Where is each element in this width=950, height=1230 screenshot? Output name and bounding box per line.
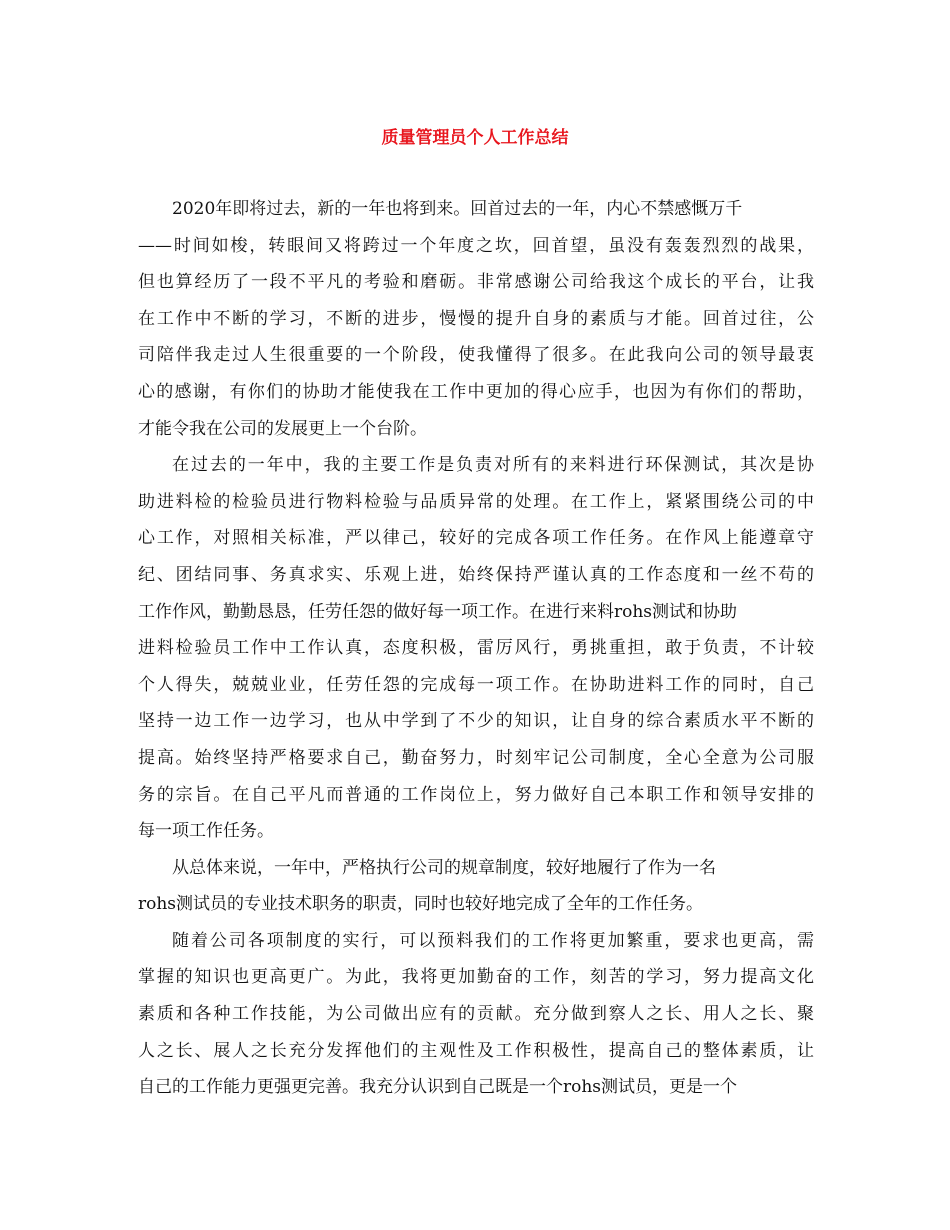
body-line: 随着公司各项制度的实行，可以预料我们的工作将更加繁重，要求也更高，需 (172, 930, 814, 951)
body-line: 2020年即将过去，新的一年也将到来。回首过去的一年，内心不禁感慨万千 (172, 199, 743, 219)
body-line: 务的宗旨。在自己平凡而普通的工作岗位上，努力做好自己本职工作和领导安排的 (138, 784, 814, 805)
body-line: 才能令我在公司的发展更上一个台阶。 (138, 418, 427, 439)
body-line: 坚持一边工作一边学习，也从中学到了不少的知识，让自身的综合素质水平不断的 (138, 711, 814, 732)
body-line: 心工作，对照相关标准，严以律己，较好的完成各项工作任务。在作风上能遵章守 (138, 528, 814, 549)
body-line: 自己的工作能力更强更完善。我充分认识到自己既是一个rohs测试员，更是一个 (138, 1077, 738, 1098)
body-line: 提高。始终坚持严格要求自己，勤奋努力，时刻牢记公司制度，全心全意为公司服 (138, 747, 814, 768)
body-line: 工作作风，勤勤恳恳，任劳任怨的做好每一项工作。在进行来料rohs测试和协助 (138, 601, 738, 622)
body-line: 个人得失，兢兢业业，任劳任怨的完成每一项工作。在协助进料工作的同时，自己 (138, 674, 814, 695)
body-line: rohs测试员的专业技术职务的职责，同时也较好地完成了全年的工作任务。 (138, 894, 704, 915)
body-line: 助进料检的检验员进行物料检验与品质异常的处理。在工作上，紧紧围绕公司的中 (138, 491, 814, 512)
body-line: 从总体来说，一年中，严格执行公司的规章制度，较好地履行了作为一名 (172, 857, 716, 878)
body-line: 素质和各种工作技能，为公司做出应有的贡献。充分做到察人之长、用人之长、聚 (138, 1004, 814, 1025)
document-body (138, 196, 814, 1111)
body-line: 心的感谢，有你们的协助才能使我在工作中更加的得心应手，也因为有你们的帮助， (138, 381, 814, 402)
body-line: 司陪伴我走过人生很重要的一个阶段，使我懂得了很多。在此我向公司的领导最衷 (138, 345, 814, 366)
body-line: 进料检验员工作中工作认真，态度积极，雷厉风行，勇挑重担，敢于负责，不计较 (138, 638, 814, 659)
body-line: 人之长、展人之长充分发挥他们的主观性及工作积极性，提高自己的整体素质，让 (138, 1040, 814, 1061)
body-line: 每一项工作任务。 (138, 821, 274, 842)
body-line: 纪、团结同事、务真求实、乐观上进，始终保持严谨认真的工作态度和一丝不苟的 (138, 564, 814, 585)
body-line: 但也算经历了一段不平凡的考验和磨砺。非常感谢公司给我这个成长的平台，让我 (138, 272, 814, 293)
body-line: ——时间如梭，转眼间又将跨过一个年度之坎，回首望，虽没有轰轰烈烈的战果， (138, 235, 814, 256)
document-title: 质量管理员个人工作总结 (381, 128, 569, 148)
body-line: 在过去的一年中，我的主要工作是负责对所有的来料进行环保测试，其次是协 (172, 455, 814, 476)
body-line: 在工作中不断的学习，不断的进步，慢慢的提升自身的素质与才能。回首过往，公 (138, 308, 814, 329)
body-line: 掌握的知识也更高更广。为此，我将更加勤奋的工作，刻苦的学习，努力提高文化 (138, 967, 814, 988)
